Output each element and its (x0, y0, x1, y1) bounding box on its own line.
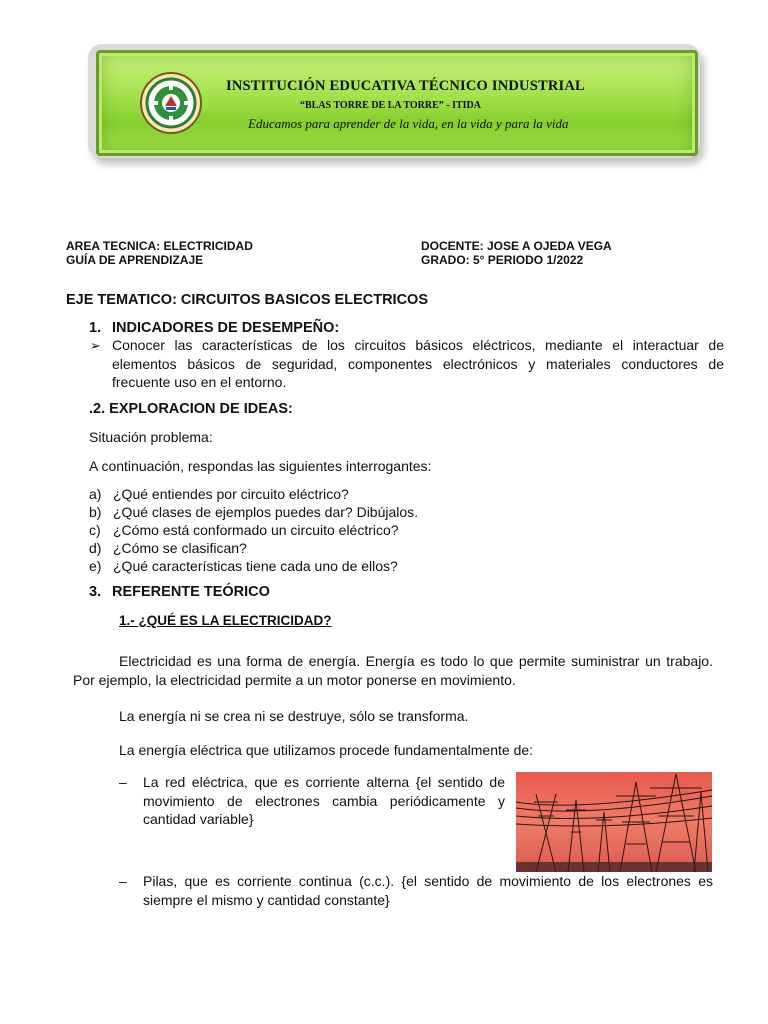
question-list-item: e) ¿Qué características tiene cada uno de ellos? (89, 558, 398, 574)
institution-motto: Educamos para aprender de la vida, en la vida y para la vida (248, 116, 569, 131)
questions-intro: A continuación, respondas las siguientes interrogantes: (89, 458, 432, 474)
section-2-prefix: . (89, 401, 94, 417)
arrow-bullet-icon: ➢ (90, 338, 101, 353)
grid-power-item: La red eléctrica, que es corriente alterna {el sentido de movimiento de electrones cambia periódicamente y cantidad variable} (143, 774, 505, 827)
dash-bullet: – (119, 774, 127, 790)
thematic-axis-title: EJE TEMATICO: CIRCUITOS BASICOS ELECTRICOS (66, 292, 428, 308)
question-list-item: c) ¿Cómo está conformado un circuito eléctrico? (89, 522, 399, 538)
institution-subtitle: “BLAS TORRE DE LA TORRE” - ITIDA (300, 100, 481, 111)
battery-power-item: Pilas, que es corriente continua (c.c.). {el sentido de movimiento de los electrones es siempre el mismo y cantidad constante} (143, 873, 713, 908)
section-2-title: . EXPLORACION DE IDEAS: (101, 401, 293, 417)
school-seal-icon (140, 72, 202, 134)
question-list-item: a) ¿Qué entiendes por circuito eléctrico? (89, 486, 349, 502)
performance-indicator-text: Conocer las características de los circuitos básicos eléctricos, mediante el interactuar de elementos básicos de seguridad, componentes electrónicos y materiales conductores de frecuente uso en el entorno. (112, 337, 724, 390)
electricity-subheading: 1.- ¿QUÉ ES LA ELECTRICIDAD? (119, 613, 332, 628)
teacher-label: DOCENTE: JOSE A OJEDA VEGA (421, 239, 612, 253)
power-lines-photo (516, 772, 712, 872)
area-label: AREA TECNICA: ELECTRICIDAD (66, 239, 253, 253)
section-1-title: INDICADORES DE DESEMPEÑO: (112, 320, 340, 336)
energy-source-paragraph: La energía eléctrica que utilizamos procede fundamentalmente de: (119, 742, 534, 758)
question-list-item: d) ¿Cómo se clasifican? (89, 540, 247, 556)
energy-conservation-paragraph: La energía ni se crea ni se destruye, sólo se transforma. (119, 708, 469, 724)
electricity-definition-paragraph: Electricidad es una forma de energía. Energía es todo lo que permite suministrar un trabajo. Por ejemplo, la electricidad permite a un motor ponerse en movimiento. (73, 653, 713, 688)
problem-situation-label: Situación problema: (89, 429, 213, 445)
section-1-number: 1. (89, 320, 102, 336)
guide-label: GUÍA DE APRENDIZAJE (66, 253, 204, 267)
section-3-number: 3. (89, 584, 102, 600)
section-2-number: 2 (93, 401, 102, 417)
section-2-heading (89, 401, 293, 417)
dash-bullet: – (119, 873, 127, 889)
section-3-title: REFERENTE TEÓRICO (112, 584, 270, 600)
institution-name: INSTITUCIÓN EDUCATIVA TÉCNICO INDUSTRIAL (226, 78, 585, 94)
question-list-item: b) ¿Qué clases de ejemplos puedes dar? Dibújalos. (89, 504, 419, 520)
grade-label: GRADO: 5° PERIODO 1/2022 (421, 253, 584, 267)
